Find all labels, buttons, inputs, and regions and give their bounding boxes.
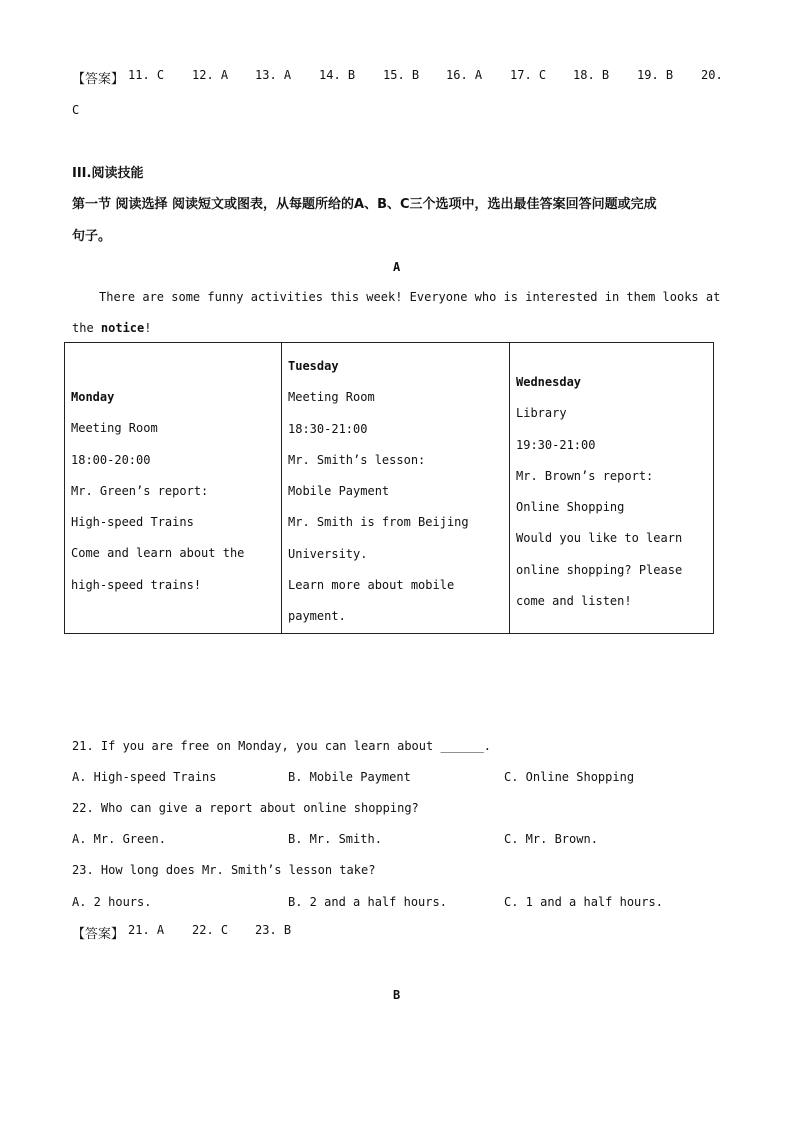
description: Would you like to learn <box>516 531 683 546</box>
venue: Library <box>516 406 567 421</box>
passage-letter-a: A <box>393 260 401 274</box>
answer-item: 22. C <box>192 923 229 937</box>
description: University. <box>288 546 368 561</box>
venue: Meeting Room <box>288 390 375 405</box>
options-22 <box>72 832 722 850</box>
option-c: C. 1 and a half hours. <box>504 895 663 909</box>
answer-label: 【答案】 <box>72 72 125 87</box>
passage-intro: There are some funny activities this week! Everyone who is interested in them looks at <box>99 290 721 304</box>
answer-item: 16. A <box>446 68 483 82</box>
answer-item: 14. B <box>319 68 356 82</box>
section-instruction: 第一节 阅读选择 阅读短文或图表，从每题所给的A、B、C三个选项中，选出最佳答案回答问题或完成 <box>72 197 657 212</box>
answer-item: 23. B <box>255 923 292 937</box>
description: Learn more about mobile <box>288 578 455 593</box>
topic: Mobile Payment <box>288 484 390 499</box>
notice-cell-monday <box>65 343 282 634</box>
topic: High-speed Trains <box>71 515 194 530</box>
time: 18:00-20:00 <box>71 452 151 467</box>
day-heading: Monday <box>71 390 115 404</box>
answer-item: 21. A <box>128 923 165 937</box>
passage-intro-cont: the notice! <box>72 321 152 335</box>
option-a: A. 2 hours. <box>72 895 152 909</box>
description: high-speed trains! <box>71 577 202 592</box>
section-instruction-cont: 句子。 <box>72 229 112 244</box>
question-22: 22. Who can give a report about online shopping? <box>72 801 419 815</box>
options-23 <box>72 895 722 913</box>
answer-item: 18. B <box>573 68 610 82</box>
notice-cell-tuesday <box>282 343 510 634</box>
section-heading: III.阅读技能 <box>72 166 144 181</box>
answer-item-wrap: C <box>72 103 80 117</box>
option-a: A. High-speed Trains <box>72 770 217 784</box>
description: come and listen! <box>516 594 632 609</box>
options-21 <box>72 770 722 788</box>
description: online shopping? Please <box>516 562 683 577</box>
option-b: B. 2 and a half hours. <box>288 895 447 909</box>
time: 18:30-21:00 <box>288 421 368 436</box>
notice-table <box>64 342 714 634</box>
option-b: B. Mr. Smith. <box>288 832 382 846</box>
day-heading: Tuesday <box>288 359 339 373</box>
question-23: 23. How long does Mr. Smith’s lesson take? <box>72 863 376 877</box>
event-title: Mr. Green’s report: <box>71 483 209 498</box>
answer-item: 11. C <box>128 68 165 82</box>
passage-letter-b: B <box>393 988 401 1002</box>
topic: Online Shopping <box>516 500 625 515</box>
description: Mr. Smith is from Beijing <box>288 515 469 530</box>
description: payment. <box>288 609 346 624</box>
answer-key-21-23 <box>72 923 372 941</box>
answer-item: 15. B <box>383 68 420 82</box>
option-b: B. Mobile Payment <box>288 770 411 784</box>
option-a: A. Mr. Green. <box>72 832 166 846</box>
time: 19:30-21:00 <box>516 437 596 452</box>
day-heading: Wednesday <box>516 375 582 389</box>
venue: Meeting Room <box>71 421 158 436</box>
answer-item: 19. B <box>637 68 674 82</box>
event-title: Mr. Smith’s lesson: <box>288 452 426 467</box>
notice-cell-wednesday <box>510 343 714 634</box>
answer-item: 17. C <box>510 68 547 82</box>
answer-item: 13. A <box>255 68 292 82</box>
answer-item: 12. A <box>192 68 229 82</box>
event-title: Mr. Brown’s report: <box>516 468 654 483</box>
option-c: C. Online Shopping <box>504 770 635 784</box>
answer-item: 20. <box>701 68 723 82</box>
description: Come and learn about the <box>71 546 245 561</box>
question-21: 21. If you are free on Monday, you can learn about ______. <box>72 739 492 753</box>
answer-label: 【答案】 <box>72 927 125 942</box>
option-c: C. Mr. Brown. <box>504 832 598 846</box>
notice-word: notice <box>100 321 145 335</box>
